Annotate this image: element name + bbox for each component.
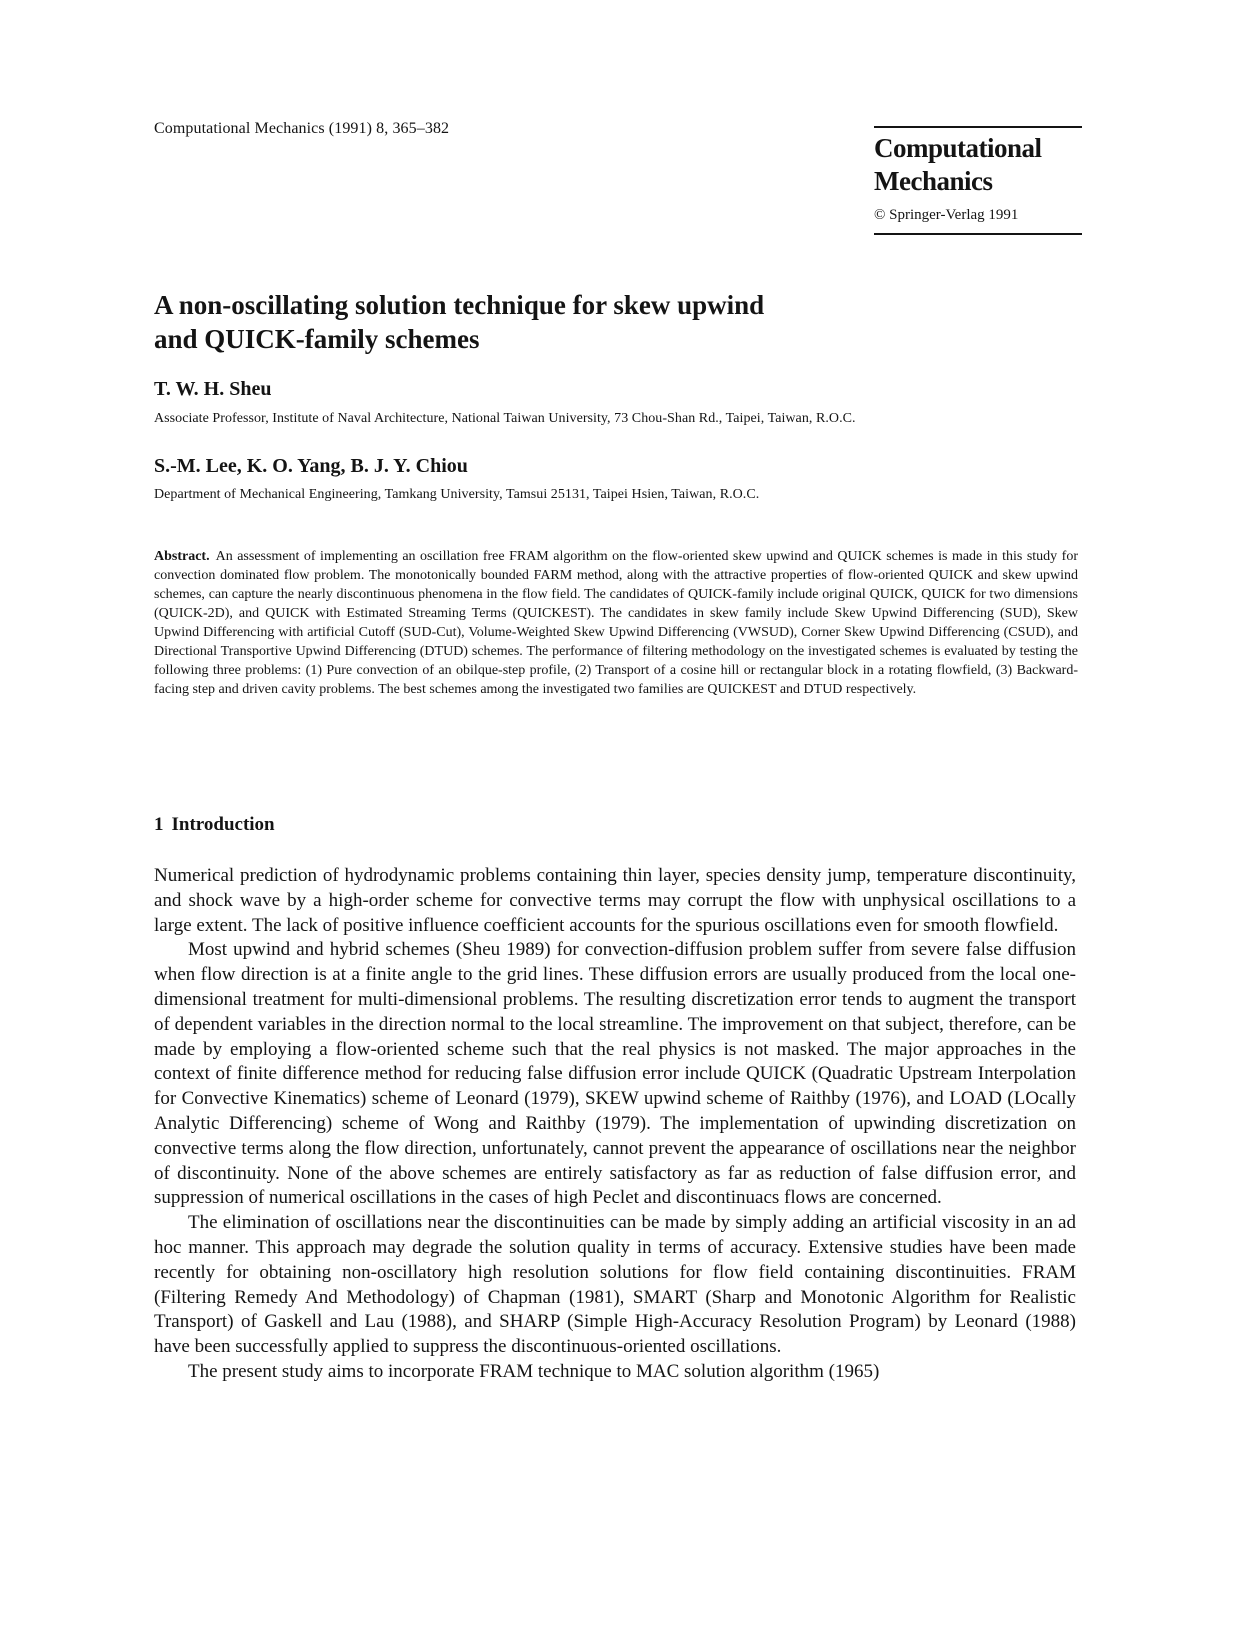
abstract-text: An assessment of implementing an oscillation free FRAM algorithm on the flow-oriented skew upwind and QUICK schemes is made in this study for convection dominated flow problem. The monotonically bounded FARM method, along with the attractive properties of flow-oriented QUICK and skew upwind schemes, can capture the nearly discontinuous phenomena in the flow field. The candidates of QUICK-family include original QUICK, QUICK for two dimensions (QUICK-2D), and QUICK with Estimated Streaming Terms (QUICKEST). The candidates in skew family include Skew Upwind Differencing (SUD), Skew Upwind Differencing with artificial Cutoff (SUD-Cut), Volume-Weighted Skew Upwind Differencing (VWSUD), Corner Skew Upwind Differencing (CSUD), and Directional Transportive Upwind Differencing (DTUD) schemes. The performance of filtering methodology on the investigated schemes is evaluated by testing the following three problems: (1) Pure convection of an obilque-step profile, (2) Transport of a cosine hill or rectangular block in a rotating flowfield, (3) Backward-facing step and driven cavity problems. The best schemes among the investigated two families are QUICKEST and DTUD respectively. [154, 549, 1078, 697]
section-body [154, 864, 1076, 1385]
abstract-label: Abstract. [154, 549, 210, 564]
paragraph-1: Numerical prediction of hydrodynamic problems containing thin layer, species density jump, temperature discontinuity, and shock wave by a high-order scheme for convective terms may corrupt the flow with unphysical oscillations to a large extent. The lack of positive influence coefficient accounts for the spurious oscillations even for smooth flowfield. [154, 865, 1076, 936]
section-title: Introduction [171, 814, 275, 835]
journal-name-line2: Mechanics [874, 166, 993, 196]
paragraph-4: The present study aims to incorporate FRAM technique to MAC solution algorithm (1965) [188, 1360, 880, 1382]
paper-title-line2: and QUICK-family schemes [154, 324, 480, 354]
author-names-1: T. W. H. Sheu [154, 378, 272, 400]
paragraph-2: Most upwind and hybrid schemes (Sheu 1989) for convection-diffusion problem suffer from severe false diffusion when flow direction is at a finite angle to the grid lines. These diffusion errors are usually produced from the local one-dimensional treatment for multi-dimensional problems. The resulting discretization error tends to augment the transport of dependent variables in the direction normal to the local streamline. The improvement on that subject, therefore, can be made by employing a flow-oriented scheme such that the real physics is not masked. The major approaches in the context of finite difference method for reducing false diffusion error include QUICK (Quadratic Upstream Interpolation for Convective Kinematics) scheme of Leonard (1979), SKEW upwind scheme of Raithby (1976), and LOAD (LOcally Analytic Differencing) scheme of Wong and Raithby (1979). The implementation of upwinding discretization on convective terms along the flow direction, unfortunately, cannot prevent the appearance of oscillations near the neighbor of discontinuity. None of the above schemes are entirely satisfactory as far as reduction of false diffusion error, and suppression of numerical oscillations in the cases of high Peclet and discontinuacs flows are concerned. [154, 939, 1076, 1209]
copyright-notice: © Springer-Verlag 1991 [874, 207, 1019, 223]
masthead-bottom-rule [874, 233, 1082, 235]
journal-citation: Computational Mechanics (1991) 8, 365–382 [154, 120, 450, 137]
author-affiliation-1: Associate Professor, Institute of Naval Architecture, National Taiwan University, 73 Chou-Shan Rd., Taipei, Taiwan, R.O.C. [154, 411, 856, 426]
author-affiliation-2: Department of Mechanical Engineering, Tamkang University, Tamsui 25131, Taipei Hsien, Taiwan, R.O.C. [154, 487, 760, 502]
paper-title [154, 288, 1054, 356]
author-names-2: S.-M. Lee, K. O. Yang, B. J. Y. Chiou [154, 455, 468, 477]
masthead-top-rule [874, 126, 1082, 128]
paragraph-3: The elimination of oscillations near the discontinuities can be made by simply adding an artificial viscosity in an ad hoc manner. This approach may degrade the solution quality in terms of accuracy. Extensive studies have been made recently for obtaining non-oscillatory high resolution solutions for flow field containing discontinuities. FRAM (Filtering Remedy And Methodology) of Chapman (1981), SMART (Sharp and Monotonic Algorithm for Realistic Transport) of Gaskell and Lau (1988), and SHARP (Simple High-Accuracy Resolution Program) by Leonard (1988) have been successfully applied to suppress the discontinuous-oriented oscillations. [154, 1212, 1076, 1358]
journal-name [874, 132, 1082, 198]
journal-name-line1: Computational [874, 133, 1042, 163]
section-heading [154, 814, 275, 836]
paper-title-line1: A non-oscillating solution technique for skew upwind [154, 290, 765, 320]
abstract [154, 547, 1078, 699]
journal-masthead [874, 126, 1082, 235]
section-number: 1 [154, 814, 164, 835]
